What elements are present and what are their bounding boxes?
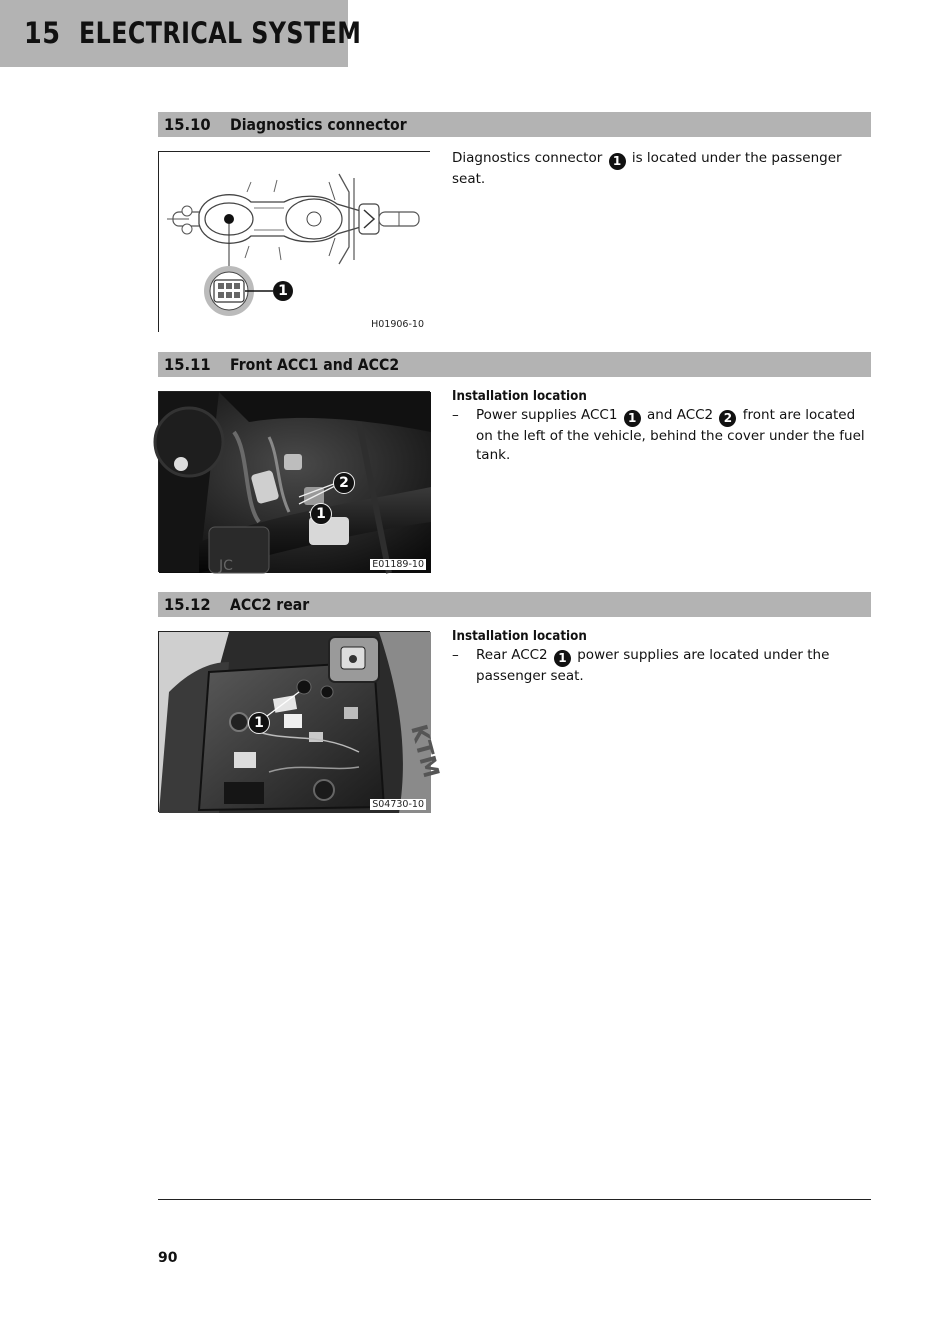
bullet-text-part: front are located on the left of the vehicle, behind the cover under the fuel tank. xyxy=(476,407,865,463)
bullet-dash: – xyxy=(452,407,459,423)
diagnostics-description xyxy=(452,149,872,189)
page-number: 90 xyxy=(158,1250,178,1266)
callout-2-badge: 2 xyxy=(333,472,355,494)
front-acc-description xyxy=(452,387,872,465)
image-lettering: KTM xyxy=(405,722,444,781)
installation-location-heading: Installation location xyxy=(452,389,587,404)
figure-code: S04730-10 xyxy=(372,799,424,810)
front-acc-photo xyxy=(159,392,431,573)
acc2-rear-description xyxy=(452,627,872,686)
figure-front-acc xyxy=(158,391,430,572)
bullet-item xyxy=(452,406,872,465)
description-text-end: is located under the passenger seat. xyxy=(452,150,842,187)
image-lettering: JC xyxy=(219,558,233,574)
bullet-dash: – xyxy=(452,647,459,663)
callout-badge-2: 2 xyxy=(719,410,736,427)
description-text-start: Diagnostics connector xyxy=(452,150,603,166)
installation-location-heading: Installation location xyxy=(452,629,587,644)
callout-1-badge: 1 xyxy=(273,281,293,301)
section-number: 15.11 xyxy=(164,355,211,374)
figure-diagnostics-connector xyxy=(158,151,430,332)
callout-1-badge: 1 xyxy=(248,712,270,734)
figure-code: E01189-10 xyxy=(372,559,424,570)
bullet-text-part: and ACC2 xyxy=(647,407,714,423)
section-number: 15.12 xyxy=(164,595,211,614)
section-heading-acc2-rear xyxy=(158,592,871,617)
section-number: 15.10 xyxy=(164,115,211,134)
figure-code: H01906-10 xyxy=(371,319,424,330)
chapter-header xyxy=(0,0,362,67)
callout-badge-1: 1 xyxy=(554,650,571,667)
chapter-title: ELECTRICAL SYSTEM xyxy=(79,16,362,50)
motorcycle-top-view-illustration xyxy=(159,152,431,333)
bullet-text-part: Power supplies ACC1 xyxy=(476,407,618,423)
footer-divider xyxy=(158,1199,871,1200)
bullet-text-part: Rear ACC2 xyxy=(476,647,548,663)
bullet-text-part: power supplies are located under the passenger seat. xyxy=(476,647,830,684)
section-title: Diagnostics connector xyxy=(230,115,407,134)
callout-1-badge: 1 xyxy=(310,503,332,525)
rear-acc-photo xyxy=(159,632,444,813)
section-heading-front-acc xyxy=(158,352,871,377)
section-title: Front ACC1 and ACC2 xyxy=(230,355,400,374)
callout-badge-1: 1 xyxy=(624,410,641,427)
callout-badge: 1 xyxy=(609,153,626,170)
section-heading-diagnostics xyxy=(158,112,871,137)
section-title: ACC2 rear xyxy=(230,595,310,614)
chapter-number: 15 xyxy=(24,16,61,50)
figure-acc2-rear xyxy=(158,631,444,812)
bullet-item xyxy=(452,646,872,686)
